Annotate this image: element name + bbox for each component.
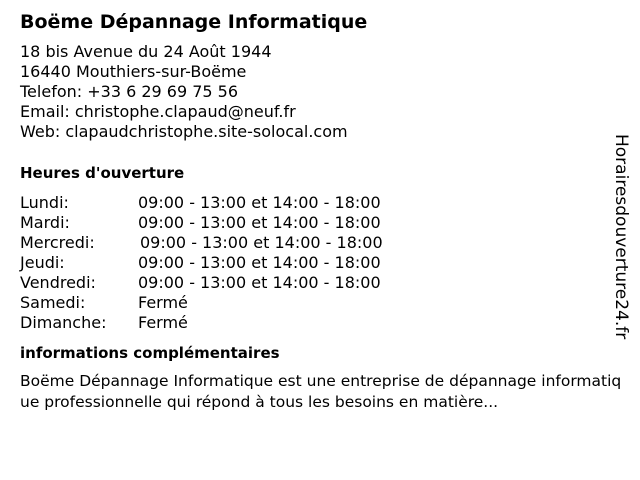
hours-row-thursday [20,253,620,273]
day-label: Mardi: [20,213,70,232]
additional-info-heading: informations complémentaires [20,344,280,362]
time-value: 09:00 - 13:00 et 14:00 - 18:00 [138,253,381,272]
time-value: 09:00 - 13:00 et 14:00 - 18:00 [138,213,381,232]
site-watermark: Horairesdouverture24.fr [611,134,631,340]
time-value: 09:00 - 13:00 et 14:00 - 18:00 [138,193,381,212]
hours-row-wednesday [20,233,620,253]
business-card [20,10,620,413]
time-value: 09:00 - 13:00 et 14:00 - 18:00 [140,233,383,252]
business-name: Boëme Dépannage Informatique [20,11,368,33]
address-line-2: 16440 Mouthiers-sur-Boëme [20,62,247,81]
day-label: Samedi: [20,293,86,312]
contact-details [20,42,620,142]
day-label: Jeudi: [20,253,65,272]
hours-row-monday [20,193,620,213]
address-line-1: 18 bis Avenue du 24 Août 1944 [20,42,272,61]
day-label: Dimanche: [20,313,107,332]
phone-number[interactable]: Telefon: +33 6 29 69 75 56 [20,82,239,101]
hours-row-sunday [20,313,620,333]
time-value: Fermé [138,313,188,332]
day-label: Lundi: [20,193,69,212]
opening-hours-heading: Heures d'ouverture [20,164,185,182]
day-label: Mercredi: [20,233,95,252]
hours-row-friday [20,273,620,293]
website-link[interactable]: Web: clapaudchristophe.site-solocal.com [20,122,348,141]
time-value: Fermé [138,293,188,312]
hours-row-tuesday [20,213,620,233]
time-value: 09:00 - 13:00 et 14:00 - 18:00 [138,273,381,292]
opening-hours-table [20,193,620,333]
hours-row-saturday [20,293,620,313]
email-address[interactable]: Email: christophe.clapaud@neuf.fr [20,102,296,121]
day-label: Vendredi: [20,273,96,292]
additional-info-text: Boëme Dépannage Informatique est une entreprise de dépannage informatique professionnelle qui répond à tous les besoins en matière... [20,372,622,411]
